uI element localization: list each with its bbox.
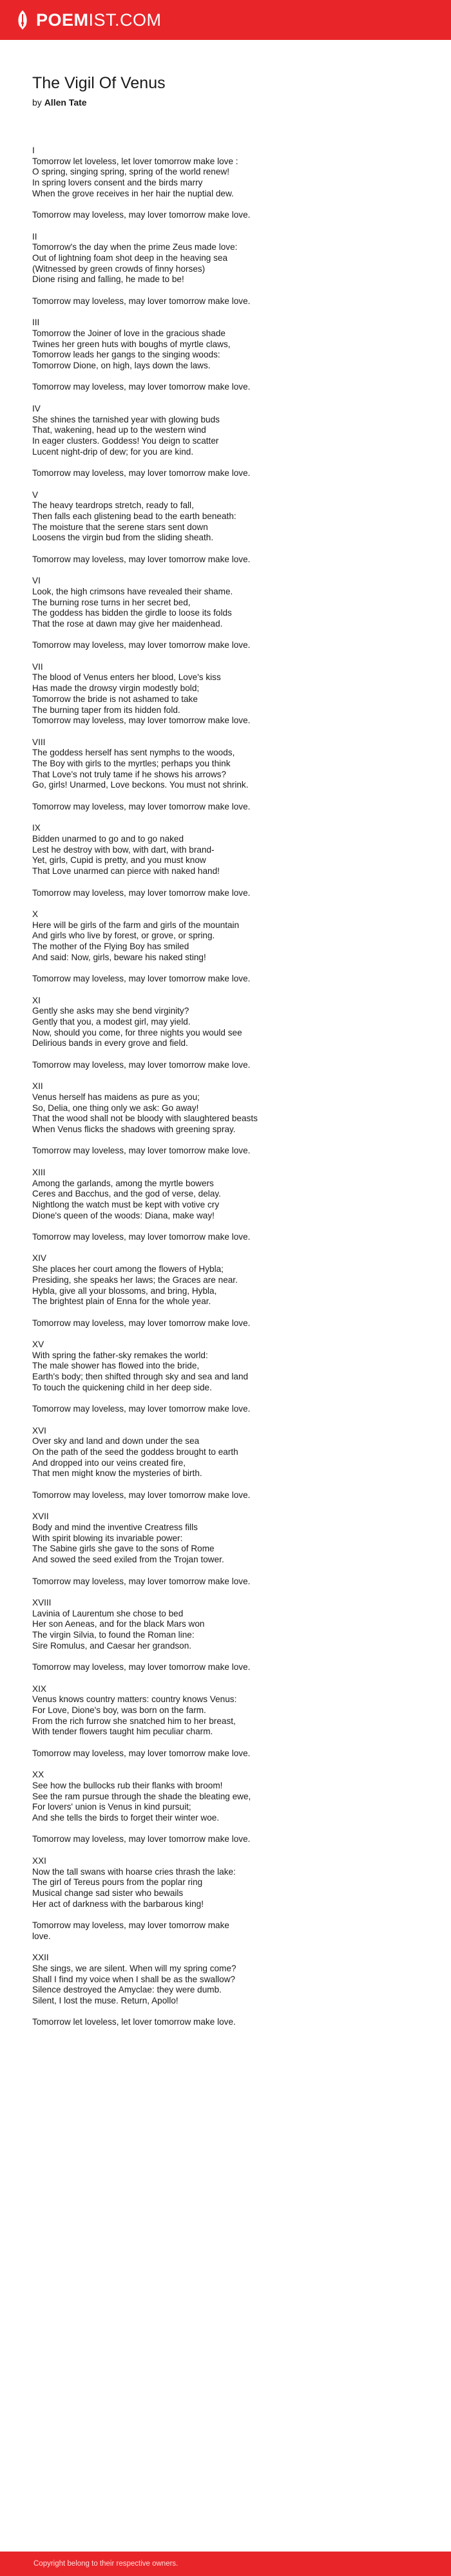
site-header (0, 0, 451, 40)
logo-wordmark: POEMIST.COM (36, 10, 162, 30)
quill-icon (14, 10, 31, 30)
poem-title: The Vigil Of Venus (32, 74, 166, 92)
byline-prefix: by (32, 97, 42, 108)
site-footer (0, 2552, 451, 2576)
poem-author[interactable]: Allen Tate (44, 97, 87, 108)
poem-container (0, 40, 425, 2028)
site-logo[interactable] (14, 10, 162, 30)
footer-copyright: Copyright belong to their respective owners. (34, 2560, 178, 2568)
poem-byline (32, 97, 425, 108)
poem-text: I Tomorrow let loveless, let lover tomorrow make love : O spring, singing spring, spring of the world renew! In spring lovers consent and the birds marry When the grove receives in her hair the nuptial dew. Tomorrow may loveless, may lover tomorrow make love. II Tomorrow's the day when the prime Zeus made love: Out of lightning foam shot deep in the heaving sea (Witnessed by green crowds of finny horses) Dione rising and falling, he made to be! Tomorrow may loveless, may lover tomorrow make love. III Tomorrow the Joiner of love in the gracious shade Twines her green huts with boughs of myrtle claws, Tomorrow leads her gangs to the singing woods: Tomorrow Dione, on high, lays down the laws. Tomorrow may loveless, may lover tomorrow make love. IV She shines the tarnished year with glowing buds That, wakening, head up to the western wind In eager clusters. Goddess! You deign to scatter Lucent night-drip of dew; for you are kind. Tomorrow may loveless, may lover tomorrow make love. V The heavy teardrops stretch, ready to fall, Then falls each glistening bead to the earth beneath: The moisture that the serene stars sent down Loosens the virgin bud from the sliding sheath. Tomorrow may loveless, may lover tomorrow make love. VI Look, the high crimsons have revealed their shame. The burning rose turns in her secret bed, The goddess has bidden the girdle to loose its folds That the rose at dawn may give her maidenhead. Tomorrow may loveless, may lover tomorrow make love. VII The blood of Venus enters her blood, Love's kiss Has made the drowsy virgin modestly bold; Tomorrow the bride is not ashamed to take The burning taper from its hidden fold. Tomorrow may loveless, may lover tomorrow make love. VIII The goddess herself has sent nymphs to the woods, The Boy with girls to the myrtles; perhaps you think That Love's not truly tame if he shows his arrows? Go, girls! Unarmed, Love beckons. You must not shrink. Tomorrow may loveless, may lover tomorrow make love. IX Bidden unarmed to go and to go naked Lest he destroy with bow, with dart, with brand- Yet, girls, Cupid is pretty, and you must know That Love unarmed can pierce with naked hand! Tomorrow may loveless, may lover tomorrow make love. X Here will be girls of the farm and girls of the mountain And girls who live by forest, or grove, or spring. The mother of the Flying Boy has smiled And said: Now, girls, beware his naked sting! Tomorrow may loveless, may lover tomorrow make love. XI Gently she asks may she bend virginity? Gently that you, a modest girl, may yield. Now, should you come, for three nights you would see Delirious bands in every grove and field. Tomorrow may loveless, may lover tomorrow make love. XII Venus herself has maidens as pure as you; So, Delia, one thing only we ask: Go away! That the wood shall not be bloody with slaughtered beasts When Venus flicks the shadows with greening spray. Tomorrow may loveless, may lover tomorrow make love. XIII Among the garlands, among the myrtle bowers Ceres and Bacchus, and the god of verse, delay. Nightlong the watch must be kept with votive cry Dione's queen of the woods: Diana, make way! Tomorrow may loveless, may lover tomorrow make love. XIV She places her court among the flowers of Hybla; Presiding, she speaks her laws; the Graces are near. Hybla, give all your blossoms, and bring, Hybla, The brightest plain of Enna for the whole year. Tomorrow may loveless, may lover tomorrow make love. XV With spring the father-sky remakes the world: The male shower has flowed into the bride, Earth's body; then shifted through sky and sea and land To touch the quickening child in her deep side. Tomorrow may loveless, may lover tomorrow make love. XVI Over sky and land and down under the sea On the path of the seed the goddess brought to earth And dropped into our veins created fire, That men might know the mysteries of birth. Tomorrow may loveless, may lover tomorrow make love. XVII Body and mind the inventive Creatress fills With spirit blowing its invariable power: The Sabine girls she gave to the sons of Rome And sowed the seed exiled from the Trojan tower. Tomorrow may loveless, may lover tomorrow make love. XVIII Lavinia of Laurentum she chose to bed Her son Aeneas, and for the black Mars won The virgin Silvia, to found the Roman line: Sire Romulus, and Caesar her grandson. Tomorrow may loveless, may lover tomorrow make love. XIX Venus knows country matters: country knows Venus: For Love, Dione's boy, was born on the farm. From the rich furrow she snatched him to her breast, With tender flowers taught him peculiar charm. Tomorrow may loveless, may lover tomorrow make love. XX See how the bullocks rub their flanks with broom! See the ram pursue through the shade the bleating ewe, For lovers' union is Venus in kind pursuit; And she tells the birds to forget their winter woe. Tomorrow may loveless, may lover tomorrow make love. XXI Now the tall swans with hoarse cries thrash the lake: The girl of Tereus pours from the poplar ring Musical change sad sister who bewails Her act of darkness with the barbarous king! Tomorrow may loveless, may lover tomorrow make love. XXII She sings, we are silent. When will my spring come? Shall I find my voice when I shall be as the swallow? Silence destroyed the Amyclae: they were dumb. Silent, I lost the muse. Return, Apollo! Tomorrow let loveless, let lover tomorrow make love. (32, 146, 258, 2027)
